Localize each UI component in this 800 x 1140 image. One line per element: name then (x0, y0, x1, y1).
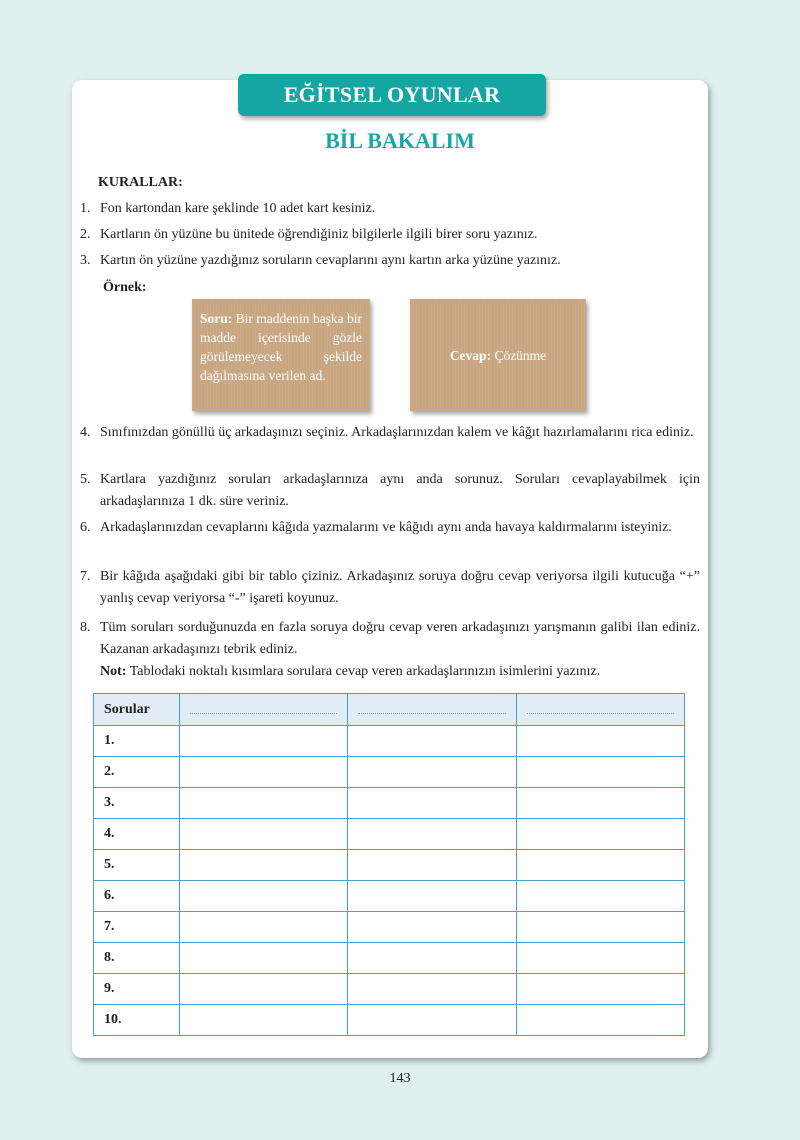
rule-number: 8. (80, 620, 91, 635)
answer-cell[interactable] (516, 788, 684, 819)
note-text: Tablodaki noktalı kısımlara sorulara cevap veren arkadaşlarınızın isimlerini yazınız. (129, 664, 601, 679)
rule-text: Fon kartondan kare şeklinde 10 adet kart kesiniz. (100, 201, 376, 216)
question-label: Soru: (200, 311, 233, 326)
answer-label: Cevap: (449, 347, 492, 363)
note (100, 664, 600, 680)
table-row (94, 850, 685, 881)
rule-number: 1. (80, 201, 91, 216)
row-number: 3. (94, 788, 180, 819)
table-row (94, 819, 685, 850)
table-row (94, 1005, 685, 1036)
rule-text: Sınıfınızdan gönüllü üç arkadaşınızı seçiniz. Arkadaşlarınızdan kalem ve kâğıt hazırlamalarını rica ediniz. (100, 425, 694, 440)
rule-item (80, 617, 700, 661)
table-header-row (94, 694, 685, 726)
row-number: 9. (94, 974, 180, 1005)
rule-text: Kartların ön yüzüne bu ünitede öğrendiğiniz bilgilerle ilgili birer soru yazınız. (100, 227, 538, 242)
table-row (94, 788, 685, 819)
rule-item (80, 469, 700, 513)
question-text: Bir maddenin başka bir madde içerisinde gözle görülemeyecek şekilde dağılmasına verilen ad. (200, 311, 362, 383)
answer-cell[interactable] (180, 757, 348, 788)
rule-text: Tüm soruları sorduğunuzda en fazla soruya doğru cevap veren arkadaşınızı yarışmanın galibi ilan ediniz. Kazanan arkadaşınızı tebrik ediniz. (100, 620, 700, 657)
answer-cell[interactable] (516, 1005, 684, 1036)
answer-cell[interactable] (516, 757, 684, 788)
answer-cell[interactable] (348, 726, 516, 757)
rule-item (80, 198, 700, 220)
answer-card (410, 299, 586, 411)
rule-item (80, 250, 700, 272)
rule-text: Kartın ön yüzüne yazdığınız soruların cevaplarını aynı kartın arka yüzüne yazınız. (100, 253, 561, 268)
table-row (94, 912, 685, 943)
rule-number: 6. (80, 520, 91, 535)
answer-cell[interactable] (180, 943, 348, 974)
answer-cell[interactable] (348, 819, 516, 850)
rule-number: 4. (80, 425, 91, 440)
question-card (192, 299, 370, 411)
answer-cell[interactable] (348, 788, 516, 819)
table-row (94, 726, 685, 757)
row-number: 2. (94, 757, 180, 788)
note-label: Not: (100, 664, 127, 679)
rule-text: Bir kâğıda aşağıdaki gibi bir tablo çiziniz. Arkadaşınız soruya doğru cevap veriyorsa ilgili kutucuğa “+” yanlış cevap veriyorsa “-” işareti koyunuz. (100, 569, 700, 606)
row-number: 5. (94, 850, 180, 881)
answer-cell[interactable] (180, 850, 348, 881)
table-row (94, 881, 685, 912)
answer-cell[interactable] (516, 912, 684, 943)
name-cell-2[interactable] (348, 694, 516, 726)
table-row (94, 974, 685, 1005)
answer-cell[interactable] (348, 1005, 516, 1036)
answer-cell[interactable] (348, 850, 516, 881)
rule-item (80, 517, 700, 539)
rule-number: 3. (80, 253, 91, 268)
answer-cell[interactable] (180, 1005, 348, 1036)
rule-number: 7. (80, 569, 91, 584)
answer-cell[interactable] (516, 881, 684, 912)
row-number: 1. (94, 726, 180, 757)
answer-cell[interactable] (180, 881, 348, 912)
rule-item (80, 422, 700, 444)
answer-cell[interactable] (180, 912, 348, 943)
answer-cell[interactable] (348, 757, 516, 788)
dotted-line (358, 712, 505, 714)
game-title: BİL BAKALIM (325, 128, 475, 153)
table-row (94, 943, 685, 974)
row-number: 8. (94, 943, 180, 974)
answer-cell[interactable] (348, 912, 516, 943)
rule-item (80, 224, 700, 246)
name-cell-3[interactable] (516, 694, 684, 726)
answer-cell[interactable] (516, 850, 684, 881)
answer-cell[interactable] (516, 726, 684, 757)
name-cell-1[interactable] (180, 694, 348, 726)
answer-cell[interactable] (348, 881, 516, 912)
section-banner: EĞİTSEL OYUNLAR (238, 74, 546, 116)
row-number: 10. (94, 1005, 180, 1036)
rule-text: Arkadaşlarınızdan cevaplarını kâğıda yazmalarını ve kâğıdı aynı anda havaya kaldırmalarını isteyiniz. (100, 520, 672, 535)
table-row (94, 757, 685, 788)
row-number: 6. (94, 881, 180, 912)
answer-cell[interactable] (180, 788, 348, 819)
rule-item (80, 566, 700, 610)
page-number: 143 (389, 1071, 411, 1086)
answer-cell[interactable] (516, 974, 684, 1005)
answer-cell[interactable] (348, 943, 516, 974)
row-number: 7. (94, 912, 180, 943)
answer-cell[interactable] (516, 943, 684, 974)
example-heading: Örnek: (103, 280, 147, 295)
rules-heading: KURALLAR: (98, 175, 183, 190)
answer-cell[interactable] (516, 819, 684, 850)
table-header-questions: Sorular (94, 694, 180, 726)
row-number: 4. (94, 819, 180, 850)
answer-cell[interactable] (348, 974, 516, 1005)
answer-cell[interactable] (180, 974, 348, 1005)
dotted-line (190, 712, 337, 714)
rule-number: 5. (80, 472, 91, 487)
answer-cell[interactable] (180, 819, 348, 850)
score-table (93, 693, 685, 1036)
rule-text: Kartlara yazdığınız soruları arkadaşlarınıza aynı anda sorunuz. Soruları cevaplayabilmek için arkadaşlarınıza 1 dk. süre veriniz. (100, 472, 700, 509)
rule-number: 2. (80, 227, 91, 242)
answer-text: Çözünme (494, 347, 547, 363)
answer-cell[interactable] (180, 726, 348, 757)
dotted-line (527, 712, 674, 714)
